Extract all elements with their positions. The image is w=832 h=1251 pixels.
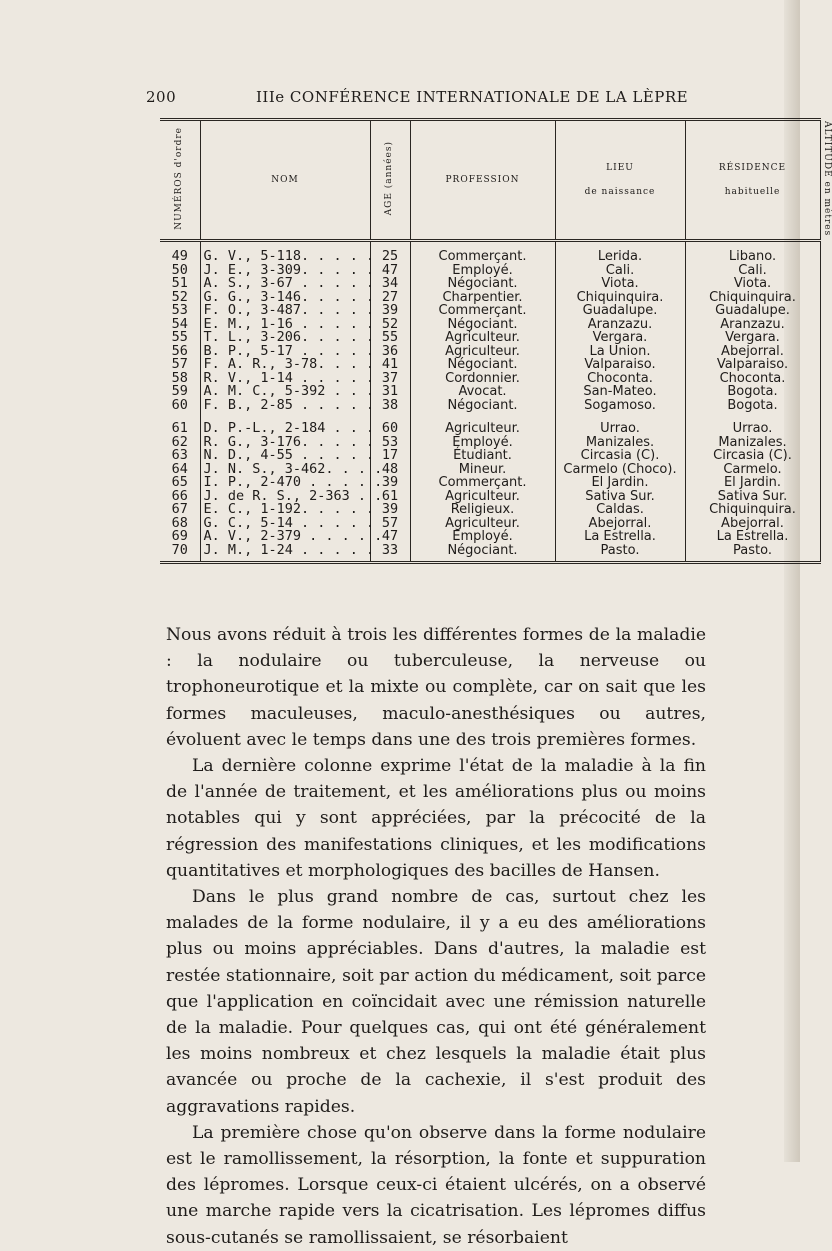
header-nom: NOM [200,120,370,241]
cell-residence: Circasia (C). [685,449,820,463]
table-body [160,241,820,563]
cell-lieu: Viota. [555,277,685,291]
cell-num: 58 [160,372,200,386]
cell-nom: A. S., 3-67 . . . . . [200,277,370,291]
cell-num: 59 [160,385,200,399]
cell-num: 67 [160,503,200,517]
cell-num: 52 [160,291,200,305]
cell-profession: Avocat. [410,385,555,399]
cell-lieu: Cali. [555,264,685,278]
cell-num: 66 [160,490,200,504]
cell-profession: Agriculteur. [410,490,555,504]
cell-profession: Employé. [410,264,555,278]
cell-nom: G. G., 3-146. . . . . [200,291,370,305]
cell-num: 50 [160,264,200,278]
cell-residence: Aranzazu. [685,318,820,332]
cell-age: 39 [370,503,410,517]
table-row [160,544,820,563]
cell-residence: Urrao. [685,422,820,436]
cell-age: 52 [370,318,410,332]
cell-num: 70 [160,544,200,563]
cell-num: 57 [160,358,200,372]
cell-num: 65 [160,476,200,490]
cell-residence: Valparaiso. [685,358,820,372]
cell-age: 55 [370,331,410,345]
cell-residence: Carmelo. [685,463,820,477]
cell-residence: Vergara. [685,331,820,345]
cell-age: 39 [370,476,410,490]
running-title: IIIe CONFÉRENCE INTERNATIONALE DE LA LÈPRE [256,88,689,106]
cell-age: 41 [370,358,410,372]
cell-age: 61 [370,490,410,504]
cell-nom: J. N. S., 3-462. . . . [200,463,370,477]
header-lieu: LIEU de naissance [555,120,685,241]
cell-profession: Négociant. [410,318,555,332]
cell-lieu: La Estrella. [555,530,685,544]
cell-nom: E. C., 1-192. . . . . [200,503,370,517]
cell-lieu: La Union. [555,345,685,359]
cell-lieu: San-Mateo. [555,385,685,399]
cell-num: 68 [160,517,200,531]
cell-lieu: Lerida. [555,241,685,264]
cell-age: 37 [370,372,410,386]
cell-lieu: Guadalupe. [555,304,685,318]
cell-lieu: El Jardin. [555,476,685,490]
cell-num: 54 [160,318,200,332]
cell-age: 27 [370,291,410,305]
cell-profession: Employé. [410,530,555,544]
cell-num: 60 [160,399,200,413]
cell-lieu: Sogamoso. [555,399,685,413]
cell-lieu: Chiquinquira. [555,291,685,305]
cell-nom: R. G., 3-176. . . . . [200,436,370,450]
cell-profession: Négociant. [410,277,555,291]
cell-age: 31 [370,385,410,399]
cell-residence: Manizales. [685,436,820,450]
cell-nom: F. O., 3-487. . . . . [200,304,370,318]
cell-lieu: Pasto. [555,544,685,563]
cell-profession: Agriculteur. [410,422,555,436]
cell-age: 53 [370,436,410,450]
cell-num: 62 [160,436,200,450]
cell-nom: T. L., 3-206. . . . . [200,331,370,345]
cell-profession: Agriculteur. [410,345,555,359]
cell-profession: Religieux. [410,503,555,517]
cell-residence: Guadalupe. [685,304,820,318]
cell-age: 47 [370,264,410,278]
cell-age: 36 [370,345,410,359]
cell-num: 61 [160,422,200,436]
cell-nom: G. V., 5-118. . . . . [200,241,370,264]
cell-lieu: Sativa Sur. [555,490,685,504]
cell-num: 63 [160,449,200,463]
cell-profession: Agriculteur. [410,517,555,531]
cell-age: 17 [370,449,410,463]
cell-profession: Mineur. [410,463,555,477]
cell-age: 57 [370,517,410,531]
table-row [160,241,820,264]
cell-profession: Charpentier. [410,291,555,305]
cell-residence: Cali. [685,264,820,278]
table-header-row: NUMÉROS d'ordre NOM AGE (années) PROFESSION LIEU de naissance RÉSIDENCE habituelle ALTITUDE en mètres [160,120,820,241]
cell-profession: Étudiant. [410,449,555,463]
cell-residence: Choconta. [685,372,820,386]
cell-nom: I. P., 2-470 . . . . . [200,476,370,490]
cell-age: 34 [370,277,410,291]
cell-nom: N. D., 4-55 . . . . . [200,449,370,463]
paragraph: Dans le plus grand nombre de cas, surtout chez les malades de la forme nodulaire, il y a eu des améliorations plus ou moins appréciables. Dans d'autres, la maladie est restée stationnaire, soit par action du médicament, soit parce que l'application en coïncidait avec une rémission naturelle de la maladie. Pour quelques cas, qui ont été généralement les moins nombreux et chez lesquels la maladie était plus avancée ou proche de la cachexie, il s'est produit des aggravations rapides. [166,887,706,1117]
cell-lieu: Valparaiso. [555,358,685,372]
cell-nom: A. M. C., 5-392 . . . [200,385,370,399]
cell-lieu: Abejorral. [555,517,685,531]
cell-nom: J. M., 1-24 . . . . . [200,544,370,563]
cell-residence: Sativa Sur. [685,490,820,504]
cell-num: 53 [160,304,200,318]
patients-table [160,118,832,564]
patients-table-wrap [160,118,832,578]
cell-age: 38 [370,399,410,413]
cell-age: 39 [370,304,410,318]
paragraph: Nous avons réduit à trois les différentes formes de la maladie : la nodulaire ou tuberculeuse, la nerveuse ou trophoneurotique et la mixte ou complète, car on sait que les formes maculeuses, maculo-anesthésiques ou autres, évoluent avec le temps dans une des trois premières formes. [166,625,706,750]
body-text [166,622,706,1251]
cell-nom: J. de R. S., 2-363 . . [200,490,370,504]
cell-age: 47 [370,530,410,544]
cell-nom: A. V., 2-379 . . . . . [200,530,370,544]
cell-profession: Commerçant. [410,241,555,264]
cell-lieu: Aranzazu. [555,318,685,332]
cell-residence: El Jardin. [685,476,820,490]
cell-nom: F. B., 2-85 . . . . . [200,399,370,413]
cell-nom: G. C., 5-14 . . . . . [200,517,370,531]
cell-age: 60 [370,422,410,436]
cell-residence: Bogota. [685,385,820,399]
cell-profession: Négociant. [410,544,555,563]
cell-lieu: Choconta. [555,372,685,386]
cell-profession: Négociant. [410,399,555,413]
cell-age: 48 [370,463,410,477]
cell-nom: F. A. R., 3-78. . . . [200,358,370,372]
cell-num: 56 [160,345,200,359]
page-number: 200 [146,88,177,106]
cell-age: 33 [370,544,410,563]
cell-residence: Chiquinquira. [685,503,820,517]
paragraph: La dernière colonne exprime l'état de la maladie à la fin de l'année de traitement, et les améliorations plus ou moins notables qui y sont appréciées, par la précocité de la régression des manifestations cliniques, et les modifications quantitatives et morphologiques des bacilles de Hansen. [166,756,706,881]
cell-nom: J. E., 3-309. . . . . [200,264,370,278]
cell-residence: Abejorral. [685,345,820,359]
cell-lieu: Caldas. [555,503,685,517]
cell-profession: Commerçant. [410,476,555,490]
cell-residence: Chiquinquira. [685,291,820,305]
header-residence: RÉSIDENCE habituelle [685,120,820,241]
cell-residence: Abejorral. [685,517,820,531]
header-profession: PROFESSION [410,120,555,241]
cell-num: 55 [160,331,200,345]
cell-residence: Bogota. [685,399,820,413]
cell-nom: B. P., 5-17 . . . . . [200,345,370,359]
cell-lieu: Manizales. [555,436,685,450]
cell-nom: R. V., 1-14 . . . . . [200,372,370,386]
cell-num: 69 [160,530,200,544]
cell-num: 51 [160,277,200,291]
cell-profession: Commerçant. [410,304,555,318]
cell-profession: Négociant. [410,358,555,372]
cell-lieu: Carmelo (Choco). [555,463,685,477]
cell-lieu: Circasia (C). [555,449,685,463]
cell-profession: Employé. [410,436,555,450]
running-head [146,88,760,108]
cell-profession: Agriculteur. [410,331,555,345]
cell-lieu: Urrao. [555,422,685,436]
cell-residence: La Estrella. [685,530,820,544]
cell-profession: Cordonnier. [410,372,555,386]
cell-residence: Viota. [685,277,820,291]
cell-nom: D. P.-L., 2-184 . . . [200,422,370,436]
cell-num: 64 [160,463,200,477]
cell-age: 25 [370,241,410,264]
cell-residence: Libano. [685,241,820,264]
cell-num: 49 [160,241,200,264]
cell-nom: E. M., 1-16 . . . . . [200,318,370,332]
cell-lieu: Vergara. [555,331,685,345]
table-row [160,399,820,413]
paragraph: La première chose qu'on observe dans la forme nodulaire est le ramollissement, la résorption, la fonte et suppuration des lépromes. Lorsque ceux-ci étaient ulcérés, on a observé une marche rapide vers la cicatrisation. Les lépromes diffus sous-cutanés se ramollissaient, se résorbaient [166,1122,706,1248]
cell-residence: Pasto. [685,544,820,563]
header-age: AGE (années) [370,120,410,241]
header-numero: NUMÉROS d'ordre [160,120,200,241]
